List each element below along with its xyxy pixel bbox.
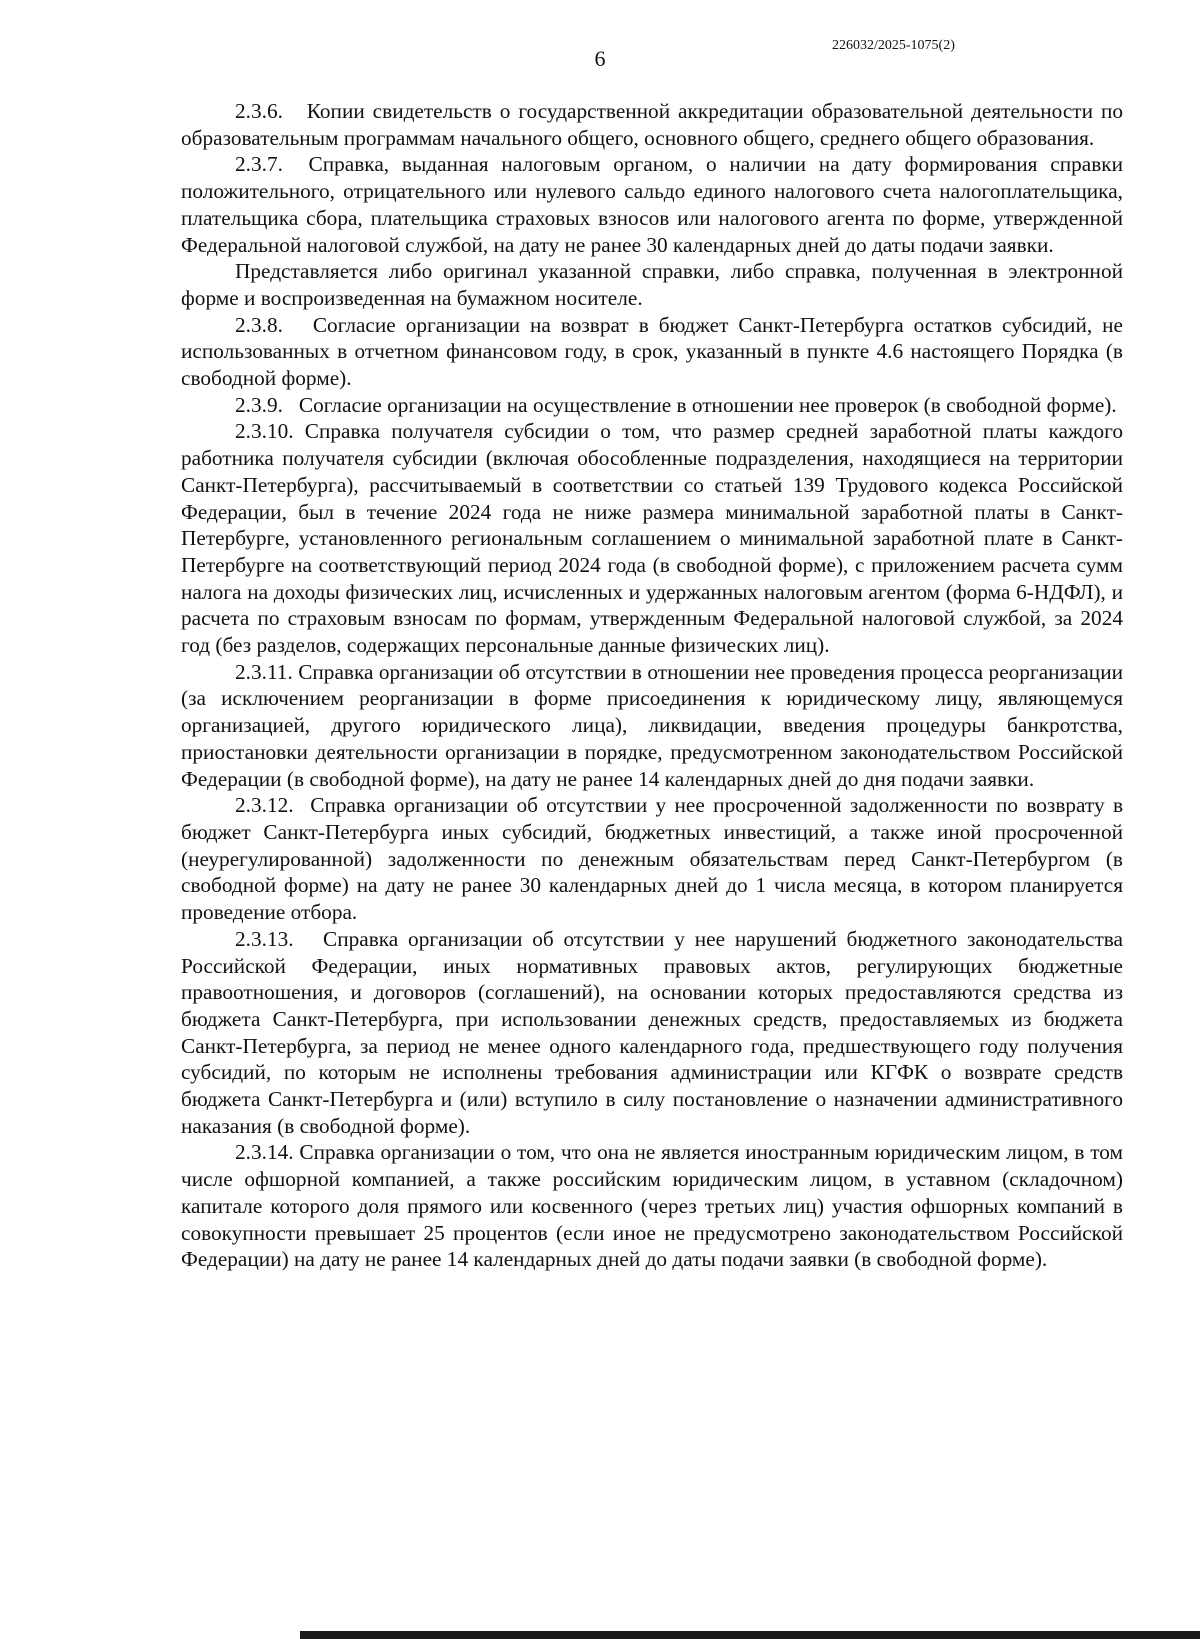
paragraph-2-3-9: 2.3.9. Согласие организации на осуществление в отношении нее проверок (в свободной форме). <box>235 392 1117 417</box>
paragraph-2-3-13: 2.3.13. Справка организации об отсутствии у нее нарушений бюджетного законодательства Российской Федерации, иных нормативных правовых актов, регулирующих бюджетные правоотношения, и договоров (соглашений), на основании которых предоставляются средства из бюджета Санкт-Петербурга, при использовании денежных средств, предоставляемых из бюджета Санкт-Петербурга, за период не менее одного календарного года, предшествующего году получения субсидий, по которым не исполнены требования администрации или КГФК о возврате средств бюджета Санкт-Петербурга и (или) вступило в силу постановление о назначении административного наказания (в свободной форме). <box>181 926 1123 1138</box>
paragraph-2-3-14: 2.3.14. Справка организации о том, что она не является иностранным юридическим лицом, в том числе офшорной компанией, а также российским юридическим лицом, в уставном (складочном) капитале которого доля прямого или косвенного (через третьих лиц) участия офшорных компаний в совокупности превышает 25 процентов (если иное не предусмотрено законодательством Российской Федерации) на дату не ранее 14 календарных дней до даты подачи заявки (в свободной форме). <box>181 1140 1123 1272</box>
page-number: 6 <box>594 46 606 71</box>
paragraph-2-3-8: 2.3.8. Согласие организации на возврат в бюджет Санкт-Петербурга остатков субсидий, не использованных в отчетном финансовом году, в срок, указанный в пункте 4.6 настоящего Порядка (в свободной форме). <box>181 312 1123 391</box>
paragraph-2-3-7-note: Представляется либо оригинал указанной справки, либо справка, полученная в электронной форме и воспроизведенная на бумажном носителе. <box>181 259 1123 310</box>
document-id: 226032/2025-1075(2) <box>832 38 955 53</box>
document-body <box>181 98 1123 1273</box>
scan-edge-line <box>300 1631 1200 1639</box>
paragraph-2-3-11: 2.3.11. Справка организации об отсутствии в отношении нее проведения процесса реорганизации (за исключением реорганизации в форме присоединения к юридическому лицу, являющемуся организацией, другого юридического лица), ликвидации, введения процедуры банкротства, приостановки деятельности организации в порядке, предусмотренном законодательством Российской Федерации (в свободной форме), на дату не ранее 14 календарных дней до дня подачи заявки. <box>181 659 1123 791</box>
paragraph-2-3-6: 2.3.6. Копии свидетельств о государственной аккредитации образовательной деятельности по образовательным программам начального общего, основного общего, среднего общего образования. <box>181 99 1123 150</box>
paragraph-2-3-12: 2.3.12. Справка организации об отсутствии у нее просроченной задолженности по возврату в бюджет Санкт-Петербурга иных субсидий, бюджетных инвестиций, а также иной просроченной (неурегулированной) задолженности по денежным обязательствам перед Санкт-Петербургом (в свободной форме) на дату не ранее 30 календарных дней до 1 числа месяца, в котором планируется проведение отбора. <box>181 793 1123 925</box>
paragraph-2-3-7: 2.3.7. Справка, выданная налоговым органом, о наличии на дату формирования справки положительного, отрицательного или нулевого сальдо единого налогового счета налогоплательщика, плательщика сбора, плательщика страховых взносов или налогового агента по форме, утвержденной Федеральной налоговой службой, на дату не ранее 30 календарных дней до даты подачи заявки. <box>181 152 1123 257</box>
paragraph-2-3-10: 2.3.10. Справка получателя субсидии о том, что размер средней заработной платы каждого работника получателя субсидии (включая обособленные подразделения, находящиеся на территории Санкт-Петербурга), рассчитываемый в соответствии со статьей 139 Трудового кодекса Российской Федерации, был в течение 2024 года не ниже размера минимальной заработной платы в Санкт-Петербурге, установленного региональным соглашением о минимальной заработной плате в Санкт-Петербурге на соответствующий период 2024 года (в свободной форме), с приложением расчета сумм налога на доходы физических лиц, исчисленных и удержанных налоговым агентом (форма 6-НДФЛ), и расчета по страховым взносам по формам, утвержденным Федеральной налоговой службой, за 2024 год (без разделов, содержащих персональные данные физических лиц). <box>181 419 1123 658</box>
